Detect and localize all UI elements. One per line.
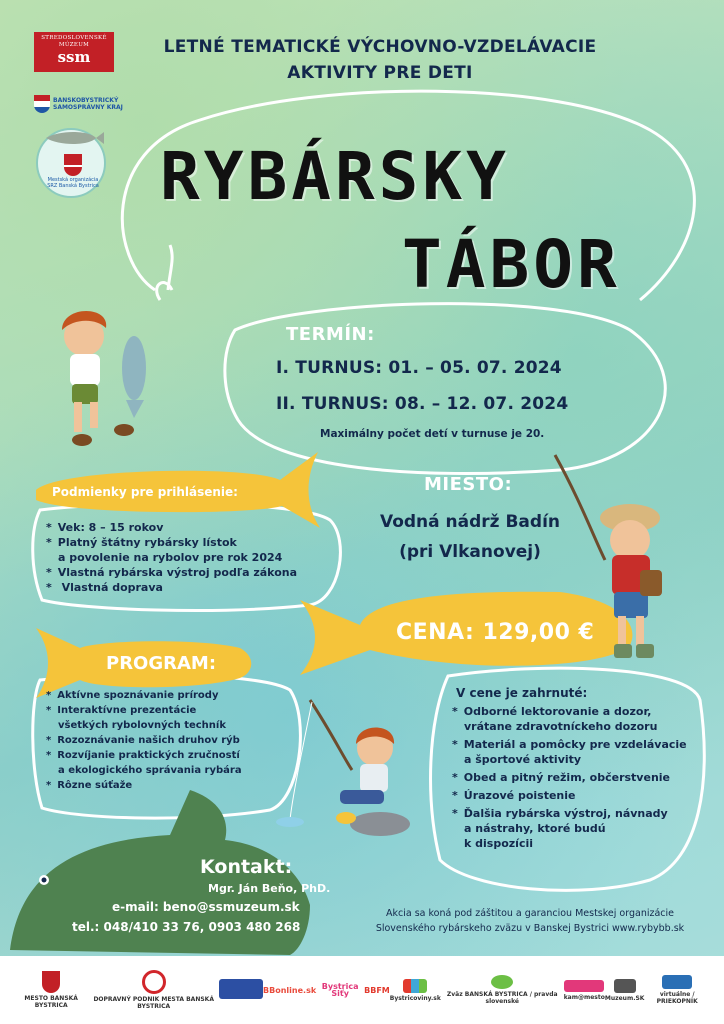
conditions-title: Podmienky pre prihlásenie: bbox=[52, 485, 238, 499]
club-shield-icon bbox=[64, 154, 82, 176]
contact-name: Mgr. Ján Beňo, PhD. bbox=[208, 882, 331, 895]
title-word2: TÁBOR bbox=[402, 226, 621, 303]
subtitle-line1: LETNÉ TEMATICKÉ VÝCHOVNO-VZDELÁVACIE bbox=[163, 37, 597, 57]
sponsor-logo: BBonline.sk bbox=[263, 985, 317, 995]
sponsor-logo: Bystrica Siťy bbox=[321, 982, 359, 998]
contact-email[interactable]: e-mail: beno@ssmuzeum.sk bbox=[112, 900, 300, 914]
list-item: * Vlastná doprava bbox=[46, 580, 336, 595]
list-item: * Ďalšia rybárska výstroj, návnady a nástrahy, ktoré budú k dispozícii bbox=[452, 806, 702, 851]
max-children-note: Maximálny počet detí v turnuse je 20. bbox=[320, 428, 545, 440]
sponsor-logo: kam@mesto bbox=[564, 980, 605, 1001]
bbsk-logo bbox=[34, 94, 129, 114]
contact-title: Kontakt: bbox=[200, 856, 293, 878]
list-item: * Vek: 8 – 15 rokov bbox=[46, 520, 336, 535]
program-list bbox=[46, 688, 306, 793]
list-item: * Aktívne spoznávanie prírody bbox=[46, 688, 306, 703]
sponsor-logo: MESTO BANSKÁ BYSTRICA bbox=[14, 971, 88, 1009]
title-word1: RYBÁRSKY bbox=[160, 138, 510, 215]
bbsk-logo-line1: BANSKOBYSTRICKÝ bbox=[53, 97, 119, 104]
sponsor-logo bbox=[219, 979, 263, 1001]
hook-icon bbox=[157, 283, 172, 300]
contact-phone: tel.: 048/410 33 76, 0903 480 268 bbox=[72, 920, 301, 934]
ssm-logo-text: STREDOSLOVENSKÉ MÚZEUM bbox=[41, 35, 107, 48]
place-name: Vodná nádrž Badín bbox=[379, 512, 561, 532]
sponsor-logo: BBFM bbox=[364, 985, 390, 995]
place-subtitle: (pri Vlkanovej) bbox=[399, 542, 541, 562]
list-item: * Vlastná rybárska výstroj podľa zákona bbox=[46, 565, 336, 580]
turnus-2: II. TURNUS: 08. – 12. 07. 2024 bbox=[276, 394, 569, 414]
ssm-logo bbox=[34, 32, 114, 72]
event-subtitle bbox=[140, 34, 620, 86]
list-item: * Interaktívne prezentácie všetkých rybolovných techník bbox=[46, 703, 306, 733]
club-fish-icon bbox=[44, 130, 104, 146]
sponsor-logo: DOPRAVNÝ PODNIK MESTA BANSKÁ BYSTRICA bbox=[88, 970, 219, 1010]
club-logo-text: Mestská organizácia SRZ Banská Bystrica bbox=[47, 177, 99, 189]
sponsor-logo: Muzeum.SK bbox=[605, 979, 645, 1002]
sponsor-logo: Bystricoviny.sk bbox=[390, 979, 441, 1002]
list-item: * Platný štátny rybársky lístok a povolenie na rybolov pre rok 2024 bbox=[46, 535, 336, 565]
note-line2: Slovenského rybárskeho zväzu v Banskej Bystrici www.rybybb.sk bbox=[375, 923, 685, 934]
list-item: * Odborné lektorovanie a dozor, vrátane zdravotníckeho dozoru bbox=[452, 704, 702, 734]
ssm-logo-mark: ssm bbox=[57, 48, 91, 66]
note-line1: Akcia sa koná pod záštitou a garanciou Mestskej organizácie bbox=[386, 908, 674, 919]
list-item: * Rôzne súťaže bbox=[46, 778, 306, 793]
boy-with-fish-illustration bbox=[62, 311, 146, 446]
bbsk-logo-line2: SAMOSPRÁVNY KRAJ bbox=[53, 104, 123, 111]
price: CENA: 129,00 € bbox=[396, 620, 595, 645]
place-label: MIESTO: bbox=[424, 474, 513, 495]
dates-label: TERMÍN: bbox=[286, 324, 375, 345]
conditions-list bbox=[46, 520, 336, 595]
list-item: * Obed a pitný režim, občerstvenie bbox=[452, 770, 702, 785]
bbsk-shield-icon bbox=[34, 95, 50, 113]
sponsor-logo: virtuálne / PRIEKOPNÍK bbox=[644, 975, 710, 1005]
sponsor-bar bbox=[0, 956, 724, 1024]
sponsor-logo: Zväz BANSKÁ BYSTRICA / pravda slovenské bbox=[441, 975, 564, 1005]
subtitle-line2: AKTIVITY PRE DETI bbox=[287, 63, 473, 83]
patronage-note bbox=[360, 906, 700, 936]
included-title: V cene je zahrnuté: bbox=[456, 686, 588, 700]
list-item: * Rozoznávanie našich druhov rýb bbox=[46, 733, 306, 748]
included-list bbox=[452, 704, 702, 854]
list-item: * Úrazové poistenie bbox=[452, 788, 702, 803]
program-title: PROGRAM: bbox=[106, 653, 217, 674]
list-item: * Materiál a pomôcky pre vzdelávacie a športové aktivity bbox=[452, 737, 702, 767]
turnus-1: I. TURNUS: 01. – 05. 07. 2024 bbox=[276, 358, 562, 378]
list-item: * Rozvíjanie praktických zručností a ekologického správania rybára bbox=[46, 748, 306, 778]
